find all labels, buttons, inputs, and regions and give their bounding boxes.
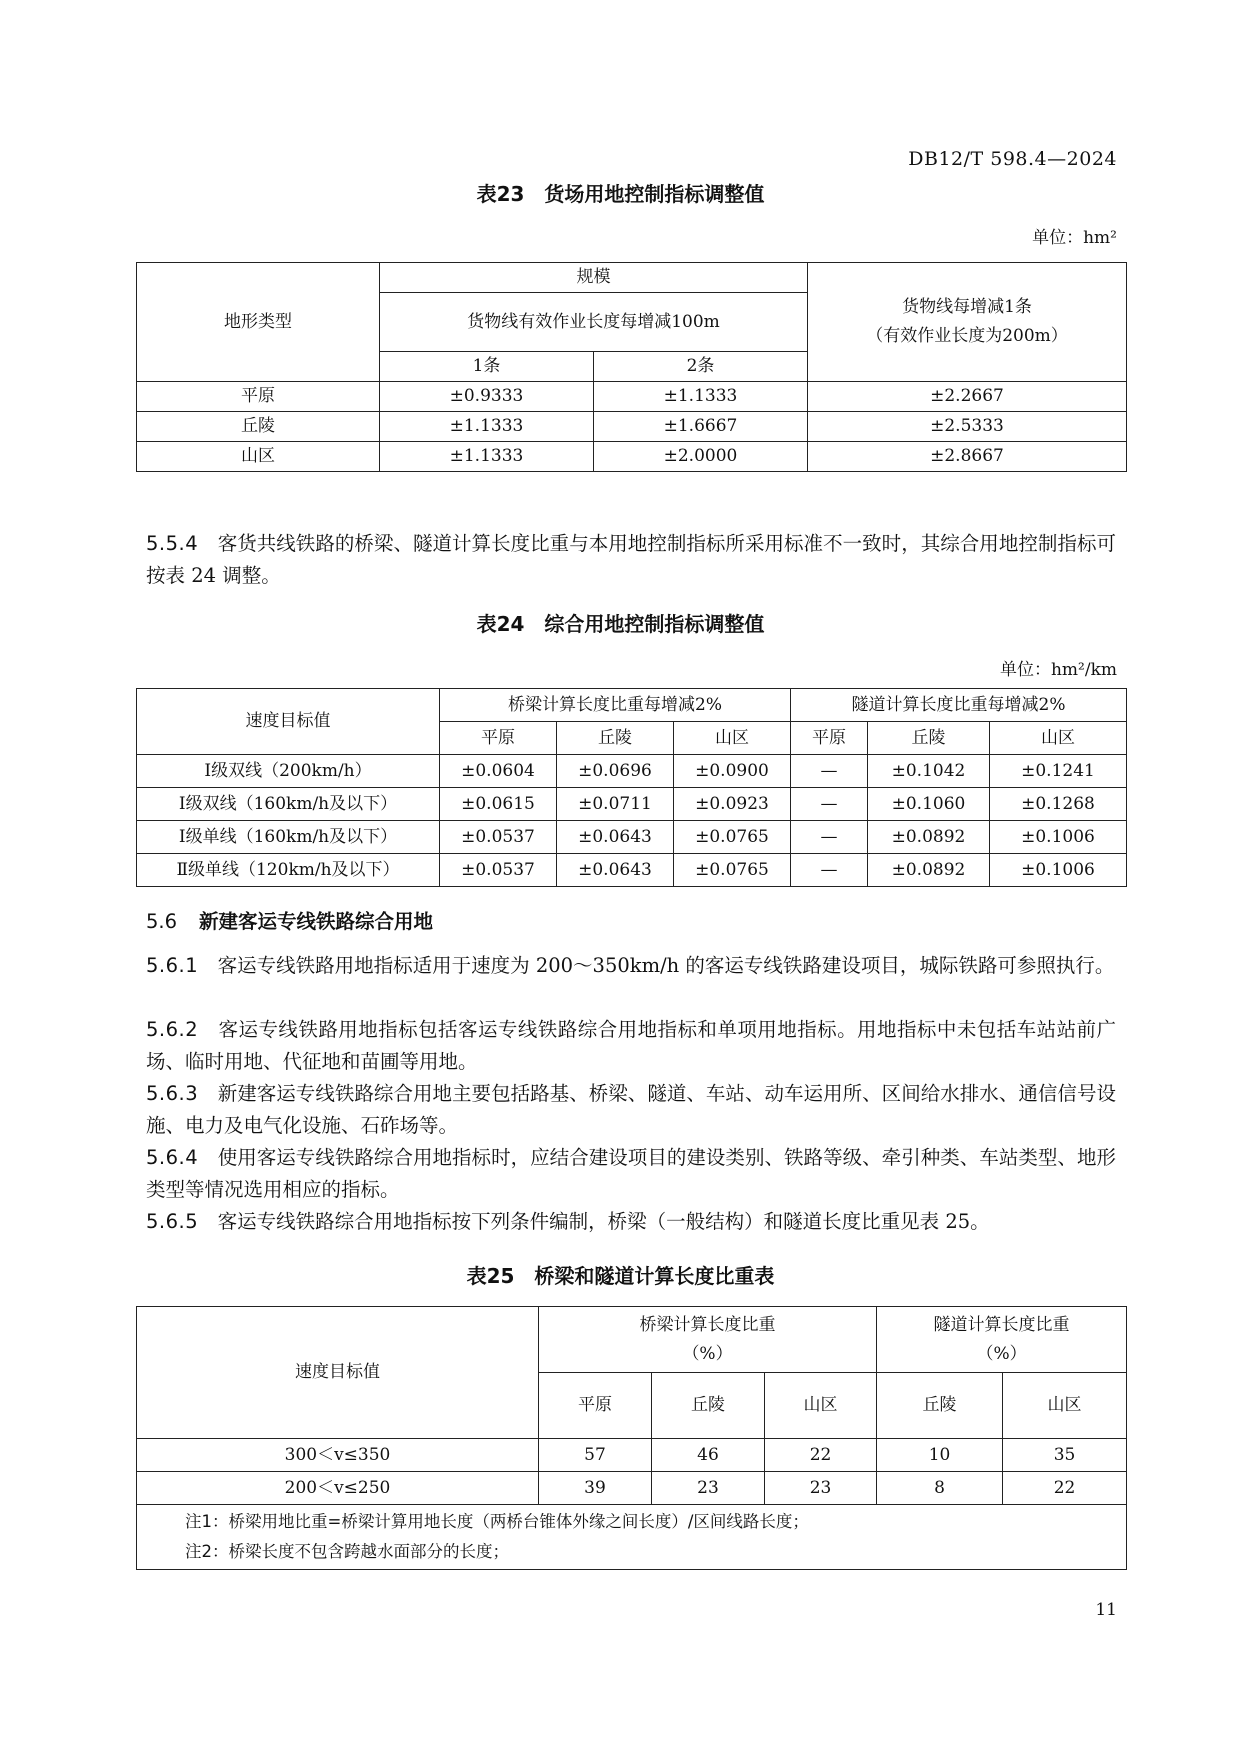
table-cell: ±1.6667 bbox=[594, 412, 808, 442]
paragraph-5-6-2 bbox=[146, 1014, 1116, 1078]
table25-header-tunnel-hill: 丘陵 bbox=[877, 1373, 1003, 1439]
clause-number: 5.6.5 bbox=[146, 1210, 199, 1233]
table-cell: 平原 bbox=[137, 382, 380, 412]
table-note: 注2：桥梁长度不包含跨越水面部分的长度； bbox=[185, 1542, 509, 1561]
table-cell: ±0.0892 bbox=[868, 854, 990, 887]
table-cell: 丘陵 bbox=[137, 412, 380, 442]
table-cell: ±0.1268 bbox=[990, 788, 1127, 821]
table24-header-speed: 速度目标值 bbox=[137, 689, 440, 755]
table25-header-bridge-mountain: 山区 bbox=[765, 1373, 877, 1439]
table-cell: 10 bbox=[877, 1439, 1003, 1472]
table23 bbox=[136, 262, 1127, 472]
table24-header-tunnel-hill: 丘陵 bbox=[868, 722, 990, 755]
table25-notes-row bbox=[137, 1505, 1127, 1570]
table-cell: Ⅱ级单线（120km/h及以下） bbox=[137, 854, 440, 887]
table-cell: ±0.0643 bbox=[557, 821, 674, 854]
section-title: 新建客运专线铁路综合用地 bbox=[199, 910, 434, 933]
table23-header-perline bbox=[808, 263, 1127, 382]
clause-number: 5.5.4 bbox=[146, 532, 199, 555]
table-cell: ±2.2667 bbox=[808, 382, 1127, 412]
table25-header-bridge-plain: 平原 bbox=[539, 1373, 652, 1439]
table-cell: ±0.0604 bbox=[440, 755, 557, 788]
table-cell: ±0.9333 bbox=[380, 382, 594, 412]
table-cell: Ⅰ级单线（160km/h及以下） bbox=[137, 821, 440, 854]
table-note: 注1：桥梁用地比重=桥梁计算用地长度（两桥台锥体外缘之间长度）/区间线路长度； bbox=[185, 1512, 809, 1531]
table-cell: ±0.0923 bbox=[674, 788, 791, 821]
table23-unit: 单位：hm² bbox=[1032, 228, 1117, 248]
table-cell: ±1.1333 bbox=[380, 412, 594, 442]
table-cell: Ⅰ级双线（200km/h） bbox=[137, 755, 440, 788]
table25-caption: 表25 桥梁和隧道计算长度比重表 bbox=[466, 1264, 775, 1288]
table25-header-tunnel-mountain: 山区 bbox=[1003, 1373, 1127, 1439]
section-heading-5-6 bbox=[146, 906, 433, 934]
table-cell: ±0.0711 bbox=[557, 788, 674, 821]
table-cell: ±0.1060 bbox=[868, 788, 990, 821]
table24-header-bridge: 桥梁计算长度比重每增减2% bbox=[440, 689, 791, 722]
table-cell: ±0.0696 bbox=[557, 755, 674, 788]
table24-header-tunnel-plain: 平原 bbox=[791, 722, 868, 755]
table-cell: ±0.0537 bbox=[440, 821, 557, 854]
clause-number: 5.6.3 bbox=[146, 1082, 199, 1105]
table-row bbox=[137, 788, 1127, 821]
table23-header-two: 2条 bbox=[594, 352, 808, 382]
document-code: DB12/T 598.4—2024 bbox=[908, 148, 1117, 170]
table24-header-bridge-mountain: 山区 bbox=[674, 722, 791, 755]
table25-header-bridge bbox=[539, 1307, 877, 1373]
table-row bbox=[137, 1472, 1127, 1505]
table24-header-tunnel: 隧道计算长度比重每增减2% bbox=[791, 689, 1127, 722]
table-row bbox=[137, 1439, 1127, 1472]
table-row bbox=[137, 442, 1127, 472]
table-cell: 300＜v≤350 bbox=[137, 1439, 539, 1472]
clause-text: 客运专线铁路综合用地指标按下列条件编制，桥梁（一般结构）和隧道长度比重见表 25。 bbox=[217, 1210, 990, 1233]
table-cell: ±2.0000 bbox=[594, 442, 808, 472]
table-cell: — bbox=[791, 755, 868, 788]
table24-header-bridge-plain: 平原 bbox=[440, 722, 557, 755]
table-cell: — bbox=[791, 854, 868, 887]
table23-caption: 表23 货场用地控制指标调整值 bbox=[476, 182, 765, 206]
table25-header-tunnel bbox=[877, 1307, 1127, 1373]
table-cell: ±1.1333 bbox=[594, 382, 808, 412]
table23-header-perline-line1: 货物线每增减1条 bbox=[902, 297, 1032, 318]
table-cell: — bbox=[791, 788, 868, 821]
table-cell: 23 bbox=[765, 1472, 877, 1505]
table25-header-bridge-title: 桥梁计算长度比重 bbox=[639, 1314, 776, 1335]
table-cell: ±0.0900 bbox=[674, 755, 791, 788]
table-cell: ±0.0643 bbox=[557, 854, 674, 887]
table23-header-perline-line2: （有效作业长度为200m） bbox=[866, 326, 1068, 346]
table-cell: 35 bbox=[1003, 1439, 1127, 1472]
table-cell: ±2.5333 bbox=[808, 412, 1127, 442]
table-cell: ±2.8667 bbox=[808, 442, 1127, 472]
table-cell: ±0.0765 bbox=[674, 821, 791, 854]
paragraph-5-6-5 bbox=[146, 1206, 1116, 1238]
paragraph-5-6-3 bbox=[146, 1078, 1116, 1142]
clause-text: 客运专线铁路用地指标包括客运专线铁路综合用地指标和单项用地指标。用地指标中未包括车站站前广场、临时用地、代征地和苗圃等用地。 bbox=[146, 1018, 1116, 1073]
table-cell: ±0.0765 bbox=[674, 854, 791, 887]
table-cell: ±1.1333 bbox=[380, 442, 594, 472]
clause-number: 5.6.1 bbox=[146, 954, 199, 977]
table-row bbox=[137, 755, 1127, 788]
table-cell: 39 bbox=[539, 1472, 652, 1505]
table23-header-terrain: 地形类型 bbox=[137, 263, 380, 382]
table24-header-tunnel-mountain: 山区 bbox=[990, 722, 1127, 755]
table-cell: 山区 bbox=[137, 442, 380, 472]
table-cell: ±0.0537 bbox=[440, 854, 557, 887]
table-cell: 22 bbox=[1003, 1472, 1127, 1505]
table-cell: ±0.1006 bbox=[990, 854, 1127, 887]
table23-header-one: 1条 bbox=[380, 352, 594, 382]
table-cell: — bbox=[791, 821, 868, 854]
table-cell: 46 bbox=[652, 1439, 765, 1472]
table25-header-bridge-hill: 丘陵 bbox=[652, 1373, 765, 1439]
table23-header-per100m: 货物线有效作业长度每增减100m bbox=[380, 293, 808, 352]
table-cell: ±0.1241 bbox=[990, 755, 1127, 788]
table-row bbox=[137, 412, 1127, 442]
page-number: 11 bbox=[1095, 1600, 1117, 1620]
table-cell: 23 bbox=[652, 1472, 765, 1505]
section-number: 5.6 bbox=[146, 910, 178, 933]
paragraph-5-6-1 bbox=[146, 950, 1116, 982]
table25-header-bridge-unit: （%） bbox=[682, 1343, 733, 1364]
table-cell: Ⅰ级双线（160km/h及以下） bbox=[137, 788, 440, 821]
table25-notes bbox=[137, 1505, 1127, 1570]
table23-header-scale: 规模 bbox=[380, 263, 808, 293]
table-cell: 57 bbox=[539, 1439, 652, 1472]
table-cell: ±0.0615 bbox=[440, 788, 557, 821]
table25-header-tunnel-title: 隧道计算长度比重 bbox=[933, 1314, 1070, 1335]
clause-text: 客运专线铁路用地指标适用于速度为 200～350km/h 的客运专线铁路建设项目，城际铁路可参照执行。 bbox=[217, 954, 1115, 977]
clause-text: 客货共线铁路的桥梁、隧道计算长度比重与本用地控制指标所采用标准不一致时，其综合用地控制指标可按表 24 调整。 bbox=[146, 532, 1116, 587]
table-cell: 8 bbox=[877, 1472, 1003, 1505]
table25 bbox=[136, 1306, 1127, 1570]
table-cell: ±0.0892 bbox=[868, 821, 990, 854]
paragraph-5-5-4 bbox=[146, 528, 1116, 592]
table24-unit: 单位：hm²/km bbox=[999, 660, 1117, 680]
table24-caption: 表24 综合用地控制指标调整值 bbox=[476, 612, 765, 636]
table25-header-tunnel-unit: （%） bbox=[976, 1343, 1027, 1364]
clause-text: 使用客运专线铁路综合用地指标时，应结合建设项目的建设类别、铁路等级、牵引种类、车站类型、地形类型等情况选用相应的指标。 bbox=[146, 1146, 1116, 1201]
table-row bbox=[137, 854, 1127, 887]
paragraph-5-6-4 bbox=[146, 1142, 1116, 1206]
table-cell: 200＜v≤250 bbox=[137, 1472, 539, 1505]
table-cell: ±0.1042 bbox=[868, 755, 990, 788]
table-row bbox=[137, 821, 1127, 854]
table-cell: 22 bbox=[765, 1439, 877, 1472]
table24 bbox=[136, 688, 1127, 887]
clause-number: 5.6.2 bbox=[146, 1018, 199, 1041]
clause-text: 新建客运专线铁路综合用地主要包括路基、桥梁、隧道、车站、动车运用所、区间给水排水、通信信号设施、电力及电气化设施、石砟场等。 bbox=[146, 1082, 1116, 1137]
table24-header-bridge-hill: 丘陵 bbox=[557, 722, 674, 755]
table-cell: ±0.1006 bbox=[990, 821, 1127, 854]
table-row bbox=[137, 382, 1127, 412]
table25-header-speed: 速度目标值 bbox=[137, 1307, 539, 1439]
clause-number: 5.6.4 bbox=[146, 1146, 199, 1169]
